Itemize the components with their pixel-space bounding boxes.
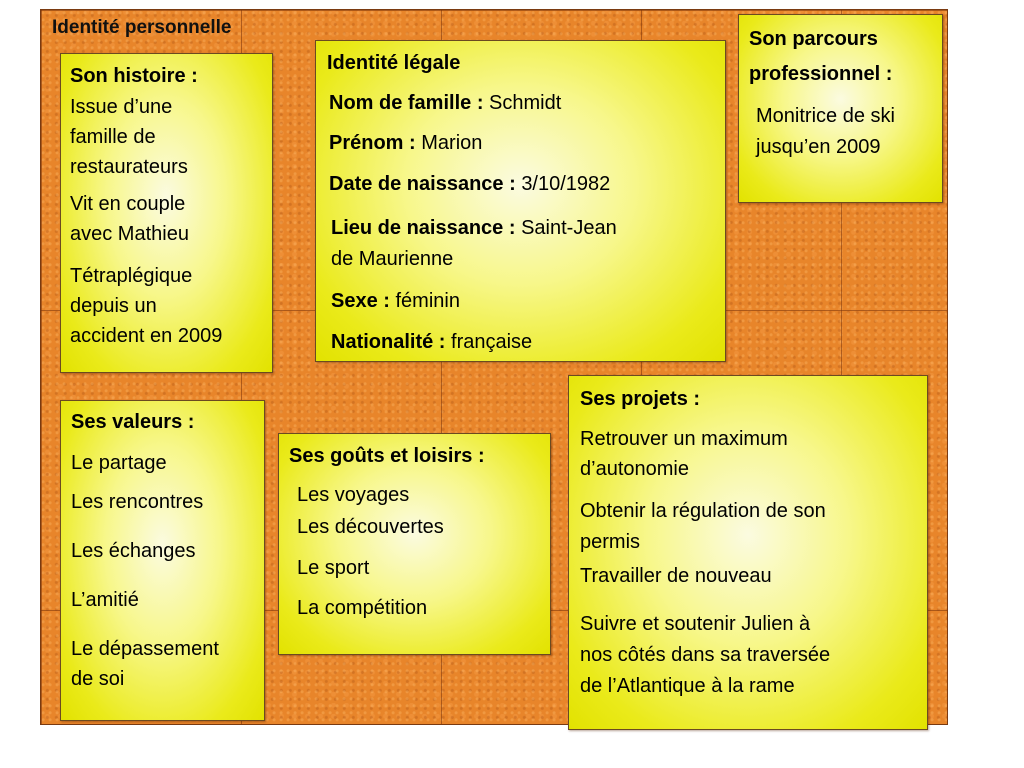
- valeurs-line: Les rencontres: [71, 491, 204, 513]
- gouts-line: La compétition: [297, 597, 428, 619]
- legale-field-nationalite: [331, 327, 532, 357]
- histoire-heading: Son histoire :: [70, 65, 198, 87]
- card-histoire: [60, 53, 273, 373]
- projets-line: Retrouver un maximum: [580, 428, 788, 450]
- legale-heading: Identité légale: [327, 52, 461, 74]
- valeurs-line: Le dépassement: [71, 638, 219, 660]
- legale-field-naissance: [329, 169, 610, 199]
- valeurs-heading: Ses valeurs :: [71, 411, 195, 433]
- projets-line: nos côtés dans sa traversée: [580, 644, 831, 666]
- histoire-line: depuis un: [70, 295, 157, 317]
- parcours-heading-2: professionnel :: [749, 63, 893, 85]
- card-projets: [568, 375, 928, 730]
- parcours-line: Monitrice de ski: [756, 105, 895, 127]
- field-value: Marion: [421, 132, 483, 154]
- histoire-line: Vit en couple: [70, 193, 186, 215]
- legale-field-lieu-cont: [331, 244, 453, 274]
- histoire-line: Issue d’une: [70, 96, 173, 118]
- legale-field-prenom: [329, 128, 482, 158]
- valeurs-line: L’amitié: [71, 589, 139, 611]
- field-value: Schmidt: [489, 92, 562, 114]
- card-valeurs: [60, 400, 265, 721]
- histoire-line: accident en 2009: [70, 325, 223, 347]
- projets-line: Travailler de nouveau: [580, 565, 772, 587]
- card-parcours: [738, 14, 943, 203]
- field-value: française: [451, 331, 533, 353]
- gouts-line: Les découvertes: [297, 516, 444, 538]
- projets-line: Suivre et soutenir Julien à: [580, 613, 811, 635]
- card-gouts: [278, 433, 551, 655]
- histoire-line: avec Mathieu: [70, 223, 189, 245]
- field-label: Date de naissance :: [329, 173, 516, 195]
- field-value: 3/10/1982: [521, 173, 611, 195]
- valeurs-line: Les échanges: [71, 540, 196, 562]
- field-label: Lieu de naissance :: [331, 217, 516, 239]
- projets-line: Obtenir la régulation de son: [580, 500, 826, 522]
- legale-field-sexe: [331, 286, 460, 316]
- field-label: Nationalité :: [331, 331, 446, 353]
- histoire-line: Tétraplégique: [70, 265, 193, 287]
- field-label: Sexe :: [331, 290, 390, 312]
- field-label: Prénom :: [329, 132, 416, 154]
- gouts-line: Le sport: [297, 557, 370, 579]
- field-value: féminin: [395, 290, 460, 312]
- legale-field-lieu: [331, 213, 617, 243]
- projets-line: permis: [580, 531, 641, 553]
- card-identite-legale: [315, 40, 726, 362]
- legale-field-nom: [329, 88, 561, 118]
- gouts-line: Les voyages: [297, 484, 410, 506]
- parcours-heading-1: Son parcours: [749, 28, 878, 50]
- parcours-line: jusqu’en 2009: [756, 136, 881, 158]
- projets-line: de l’Atlantique à la rame: [580, 675, 795, 697]
- board-title: Identité personnelle: [52, 17, 232, 38]
- projets-line: d’autonomie: [580, 458, 689, 480]
- field-value: Saint-Jean: [521, 217, 617, 239]
- field-label: Nom de famille :: [329, 92, 484, 114]
- histoire-line: famille de: [70, 126, 156, 148]
- histoire-line: restaurateurs: [70, 156, 188, 178]
- valeurs-line: Le partage: [71, 452, 167, 474]
- field-value: de Maurienne: [331, 248, 454, 270]
- projets-heading: Ses projets :: [580, 388, 701, 410]
- gouts-heading: Ses goûts et loisirs :: [289, 445, 485, 467]
- valeurs-line: de soi: [71, 668, 125, 690]
